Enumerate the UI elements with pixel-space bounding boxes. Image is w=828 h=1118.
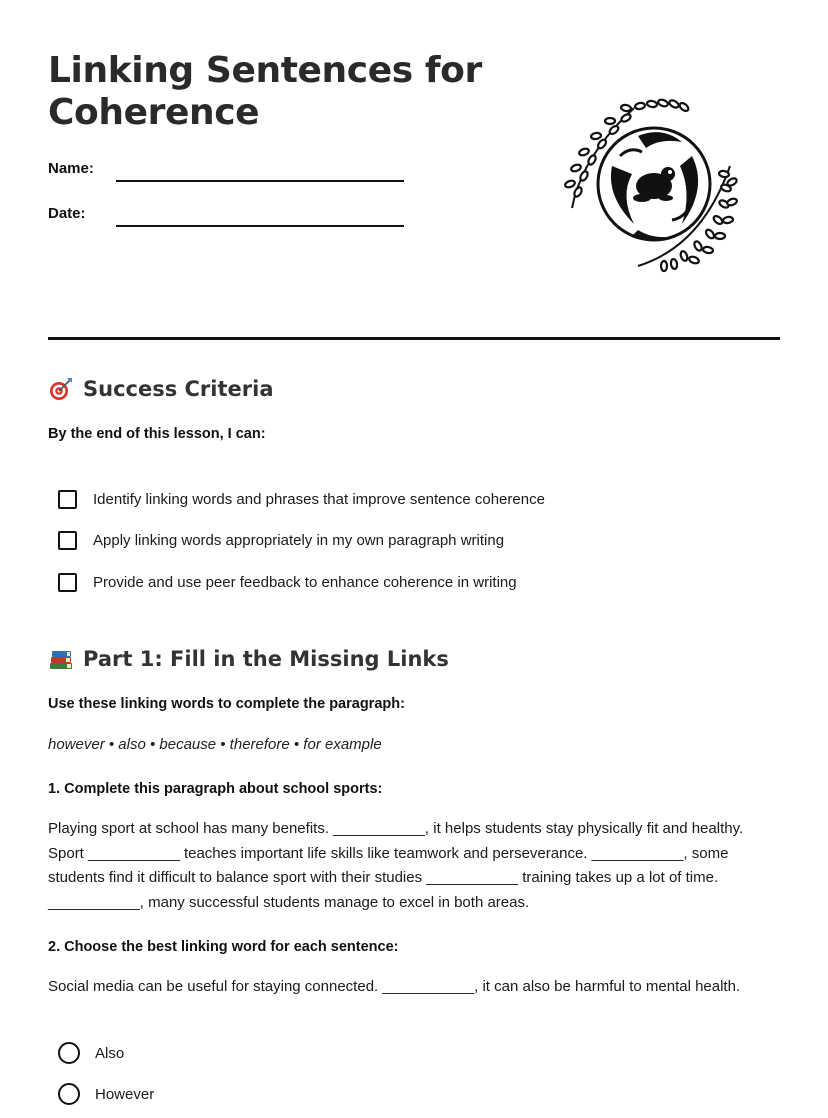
page-title: Linking Sentences for Coherence xyxy=(48,50,482,133)
word-bank: however • also • because • therefore • for example xyxy=(48,736,382,753)
criteria-item-label: Identify linking words and phrases that improve sentence coherence xyxy=(93,491,545,508)
criteria-item[interactable] xyxy=(58,490,545,509)
answer-option[interactable] xyxy=(58,1083,154,1105)
name-label: Name: xyxy=(48,160,94,177)
criteria-checkbox[interactable] xyxy=(58,531,77,550)
criteria-item[interactable] xyxy=(58,573,517,592)
part1-title: Part 1: Fill in the Missing Links xyxy=(83,647,449,671)
criteria-checkbox[interactable] xyxy=(58,490,77,509)
books-icon xyxy=(48,646,74,672)
target-icon xyxy=(48,376,74,402)
criteria-item-label: Provide and use peer feedback to enhance coherence in writing xyxy=(93,574,517,591)
success-criteria-title: Success Criteria xyxy=(83,377,274,401)
date-label: Date: xyxy=(48,205,86,222)
frog-wreath-icon xyxy=(542,96,738,274)
criteria-checkbox[interactable] xyxy=(58,573,77,592)
option-label: Also xyxy=(95,1044,125,1062)
part1-instruction: Use these linking words to complete the paragraph: xyxy=(48,696,405,712)
question-2-sentence: Social media can be useful for staying connected. ___________, it can also be harmful to mental health. xyxy=(48,978,741,995)
date-field[interactable] xyxy=(116,225,404,227)
criteria-item[interactable] xyxy=(58,531,504,550)
success-criteria-heading xyxy=(48,376,274,402)
option-radio[interactable] xyxy=(58,1042,80,1064)
question-2-label: 2. Choose the best linking word for each sentence: xyxy=(48,939,399,955)
section-divider xyxy=(48,337,780,340)
success-criteria-intro: By the end of this lesson, I can: xyxy=(48,426,266,442)
criteria-item-label: Apply linking words appropriately in my own paragraph writing xyxy=(93,532,505,549)
part1-heading xyxy=(48,646,449,672)
question-1-paragraph: Playing sport at school has many benefits. ___________, it helps students stay physically fit and healthy. Sport ___________ teaches important life skills like teamwork and perseverance. ___________, some students find it difficult to balance sport with their studies ___________ training takes up a lot of time. ___________, many successful students manage to excel in both areas. xyxy=(48,820,744,911)
name-field[interactable] xyxy=(116,180,404,182)
answer-option[interactable] xyxy=(58,1042,124,1064)
option-label: However xyxy=(95,1085,155,1103)
question-1-label: 1. Complete this paragraph about school sports: xyxy=(48,781,383,797)
option-radio[interactable] xyxy=(58,1083,80,1105)
